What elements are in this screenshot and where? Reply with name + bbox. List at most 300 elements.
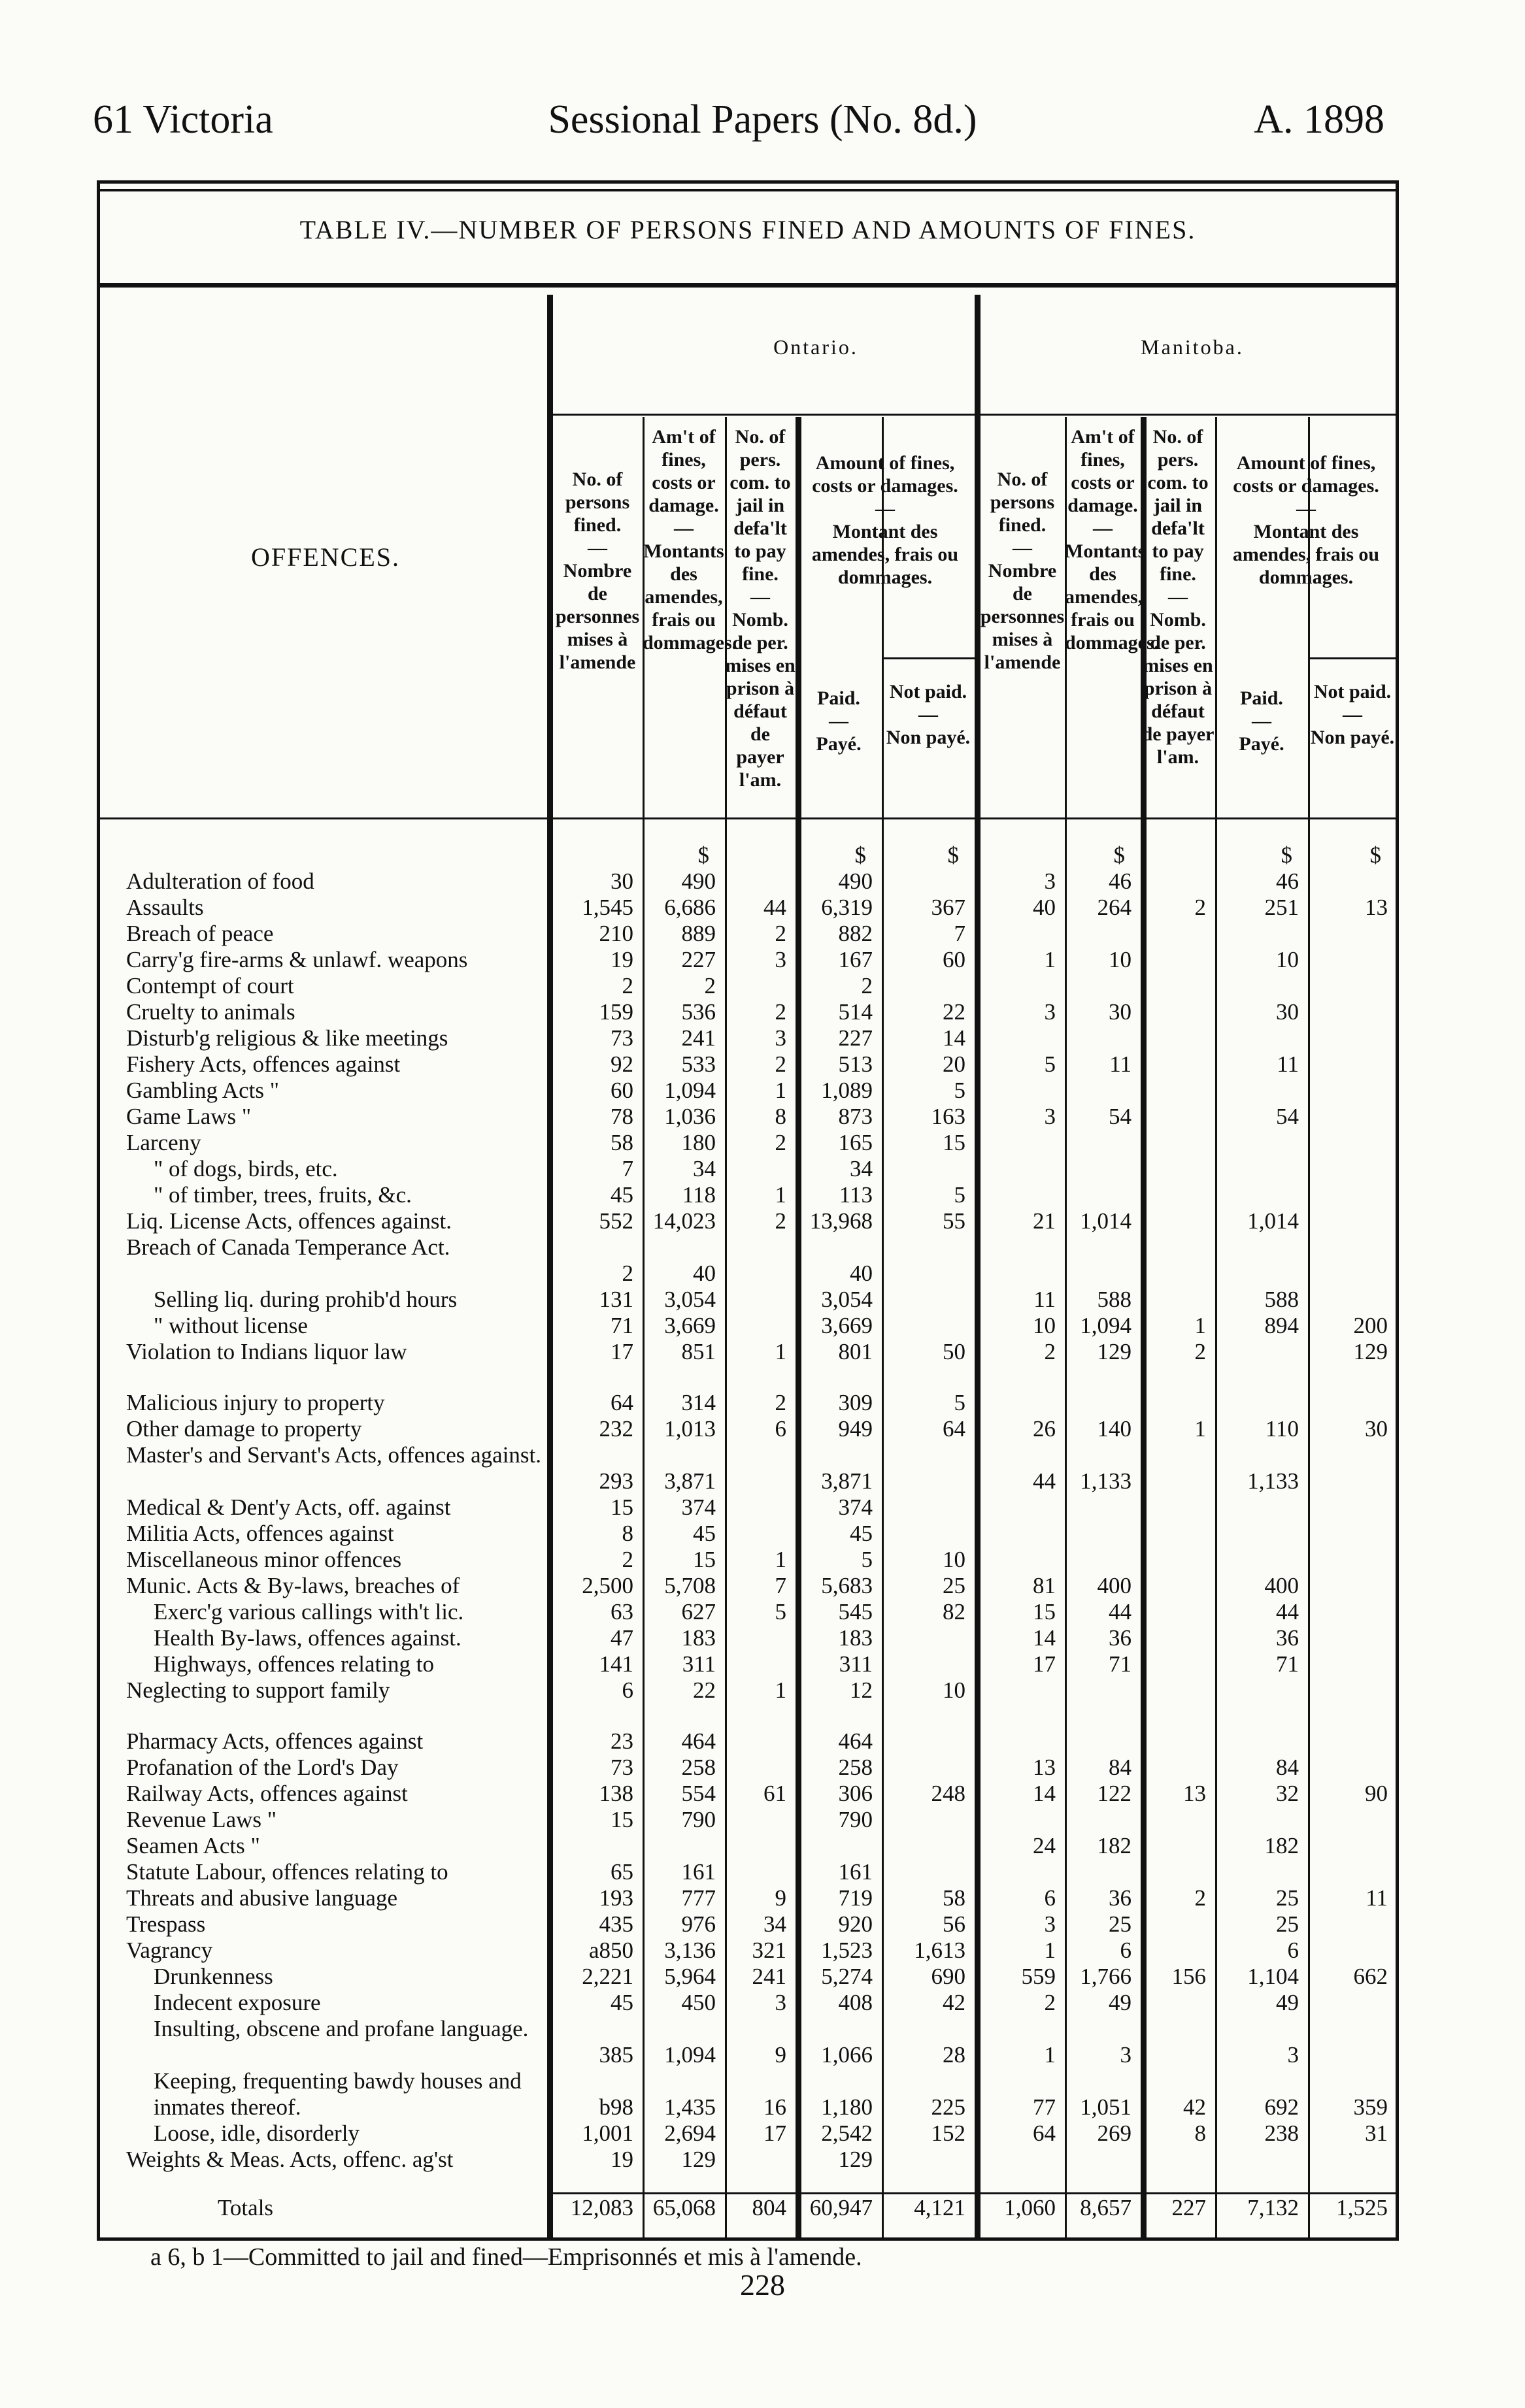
column-header-fr: Montants des amendes, frais ou dommages.: [1065, 540, 1160, 653]
column-header-dash: —: [875, 498, 895, 520]
cell-manitoba-amount: 46: [1109, 868, 1131, 894]
offence-name: Cruelty to animals: [126, 999, 295, 1025]
row-rule: [100, 817, 1397, 819]
cell-ontario-notpaid: 60: [943, 947, 965, 972]
cell-manitoba-persons: 3: [1044, 1104, 1056, 1129]
cell-ontario-committed: 2: [775, 1130, 786, 1155]
cell-ontario-persons: 131: [599, 1287, 633, 1312]
cell-ontario-persons: 293: [599, 1468, 633, 1494]
header-session: 61 Victoria: [93, 97, 273, 142]
total-cell-ontario-amount: 65,068: [652, 2195, 716, 2220]
cell-manitoba-amount: 30: [1109, 999, 1131, 1025]
cell-ontario-notpaid: 1,613: [914, 1938, 965, 1963]
cell-manitoba-amount: 44: [1109, 1599, 1131, 1625]
cell-manitoba-committed: 42: [1183, 2094, 1206, 2120]
total-cell-manitoba-amount: 8,657: [1080, 2195, 1131, 2220]
cell-ontario-amount: 311: [682, 1651, 716, 1677]
column-header-dash: —: [918, 704, 938, 725]
cell-ontario-paid: 1,180: [821, 2094, 873, 2120]
column-header-en: Paid.: [1240, 687, 1283, 709]
cell-ontario-paid: 227: [838, 1025, 873, 1051]
offence-name: Fishery Acts, offences against: [126, 1051, 401, 1077]
cell-ontario-amount: 40: [693, 1261, 716, 1286]
cell-ontario-amount: 627: [681, 1599, 716, 1625]
cell-ontario-persons: 2: [622, 1547, 633, 1572]
cell-ontario-amount: 3,136: [664, 1938, 716, 1963]
cell-ontario-amount: 790: [681, 1807, 716, 1832]
totals-label: Totals: [218, 2195, 274, 2220]
column-header-dash: —: [674, 518, 694, 539]
cell-manitoba-amount: 264: [1097, 895, 1131, 920]
cell-manitoba-amount: 1,094: [1080, 1313, 1131, 1338]
column-header-fr: Montants des amendes, frais ou dommages.: [643, 540, 737, 653]
cell-ontario-paid: 5,683: [821, 1573, 873, 1598]
cell-manitoba-persons: 1: [1044, 1938, 1056, 1963]
column-header-en: No. of pers. com. to jail in defa'lt to pay fine.: [729, 426, 791, 585]
cell-manitoba-notpaid: 11: [1366, 1885, 1388, 1911]
cell-ontario-amount: 450: [681, 1990, 716, 2015]
cell-ontario-paid: 1,089: [821, 1078, 873, 1103]
cell-manitoba-persons: 26: [1033, 1416, 1056, 1442]
offence-name: Seamen Acts ": [126, 1833, 260, 1858]
cell-ontario-committed: 3: [775, 1990, 786, 2015]
offence-name: Insulting, obscene and profane language.: [154, 2016, 529, 2041]
cell-ontario-notpaid: 56: [943, 1911, 965, 1937]
cell-manitoba-committed: 8: [1194, 2120, 1206, 2146]
cell-ontario-amount: 161: [681, 1859, 716, 1885]
total-cell-manitoba-committed: 227: [1171, 2195, 1206, 2220]
cell-manitoba-amount: 129: [1097, 1339, 1131, 1364]
cell-ontario-persons: 73: [611, 1755, 633, 1780]
cell-ontario-amount: 6,686: [664, 895, 716, 920]
cell-ontario-amount: 777: [681, 1885, 716, 1911]
cell-manitoba-persons: 2: [1044, 1990, 1056, 2015]
cell-ontario-committed: 8: [775, 1104, 786, 1129]
cell-ontario-committed: 241: [752, 1964, 786, 1989]
offence-name: Breach of peace: [126, 921, 274, 946]
cell-ontario-persons: 435: [599, 1911, 633, 1937]
offence-name: Contempt of court: [126, 973, 294, 998]
cell-ontario-notpaid: 152: [931, 2120, 965, 2146]
offence-name: Militia Acts, offences against: [126, 1521, 394, 1546]
offence-name: Medical & Dent'y Acts, off. against: [126, 1494, 451, 1520]
cell-ontario-committed: 9: [775, 1885, 786, 1911]
cell-ontario-amount: 118: [682, 1182, 716, 1208]
currency-symbol: $: [697, 842, 709, 868]
cell-manitoba-persons: 6: [1044, 1885, 1056, 1911]
cell-ontario-notpaid: 15: [943, 1130, 965, 1155]
cell-ontario-amount: 14,023: [652, 1208, 716, 1234]
cell-ontario-committed: 61: [763, 1781, 786, 1806]
currency-symbol: $: [947, 842, 959, 868]
offence-name: " of dogs, birds, etc.: [154, 1156, 338, 1181]
cell-manitoba-persons: 40: [1033, 895, 1056, 920]
cell-manitoba-paid: 182: [1264, 1833, 1299, 1858]
cell-manitoba-paid: 1,014: [1247, 1208, 1299, 1234]
cell-ontario-notpaid: 42: [943, 1990, 965, 2015]
cell-ontario-paid: 882: [838, 921, 873, 946]
cell-ontario-paid: 374: [838, 1494, 873, 1520]
cell-ontario-amount: 2: [704, 973, 716, 998]
column-header-en: No. of persons fined.: [565, 469, 630, 536]
cell-manitoba-notpaid: 129: [1353, 1339, 1388, 1364]
cell-ontario-committed: 3: [775, 947, 786, 972]
cell-manitoba-amount: 1,766: [1080, 1964, 1131, 1989]
cell-manitoba-persons: 2: [1044, 1339, 1056, 1364]
cell-ontario-paid: 3,871: [821, 1468, 873, 1494]
cell-manitoba-amount: 36: [1109, 1625, 1131, 1651]
offence-name: Neglecting to support family: [126, 1677, 390, 1703]
column-header-persons-o: [552, 468, 643, 674]
cell-manitoba-committed: 13: [1183, 1781, 1206, 1806]
cell-manitoba-paid: 1,133: [1247, 1468, 1299, 1494]
cell-ontario-amount: 258: [681, 1755, 716, 1780]
cell-manitoba-paid: 71: [1276, 1651, 1299, 1677]
offence-name: Game Laws ": [126, 1104, 252, 1129]
cell-ontario-persons: 19: [611, 2147, 633, 2172]
cell-ontario-committed: 16: [763, 2094, 786, 2120]
cell-ontario-notpaid: 14: [943, 1025, 965, 1051]
cell-ontario-paid: 5,274: [821, 1964, 873, 1989]
cell-manitoba-paid: 49: [1276, 1990, 1299, 2015]
cell-manitoba-paid: 54: [1276, 1104, 1299, 1129]
cell-ontario-persons: 385: [599, 2042, 633, 2068]
cell-manitoba-paid: 44: [1276, 1599, 1299, 1625]
cell-ontario-amount: 183: [681, 1625, 716, 1651]
cell-ontario-persons: 141: [599, 1651, 633, 1677]
column-header-en: Not paid.: [889, 681, 967, 702]
cell-ontario-persons: 232: [599, 1416, 633, 1442]
offence-name: " without license: [154, 1313, 308, 1338]
cell-manitoba-paid: 588: [1264, 1287, 1299, 1312]
cell-ontario-paid: 167: [838, 947, 873, 972]
cell-ontario-paid: 3,669: [821, 1313, 873, 1338]
cell-manitoba-persons: 14: [1033, 1625, 1056, 1651]
cell-ontario-paid: 34: [850, 1156, 873, 1181]
cell-manitoba-paid: 36: [1276, 1625, 1299, 1651]
cell-manitoba-paid: 84: [1276, 1755, 1299, 1780]
cell-ontario-persons: 19: [611, 947, 633, 972]
cell-manitoba-amount: 182: [1097, 1833, 1131, 1858]
cell-ontario-persons: 552: [599, 1208, 633, 1234]
cell-ontario-amount: 1,013: [664, 1416, 716, 1442]
column-header-dash: —: [1013, 537, 1032, 559]
cell-ontario-amount: 1,036: [664, 1104, 716, 1129]
column-header-dash: —: [750, 586, 770, 608]
cell-manitoba-notpaid: 31: [1365, 2120, 1388, 2146]
header-year: A. 1898: [1254, 97, 1384, 142]
offence-name: Master's and Servant's Acts, offences against.: [126, 1442, 542, 1468]
cell-ontario-persons: 30: [611, 868, 633, 894]
cell-manitoba-paid: 110: [1265, 1416, 1299, 1442]
cell-ontario-amount: 3,054: [664, 1287, 716, 1312]
cell-ontario-paid: 40: [850, 1261, 873, 1286]
column-header-dash: —: [1296, 498, 1316, 520]
offence-name: Weights & Meas. Acts, offenc. ag'st: [126, 2147, 454, 2172]
cell-ontario-amount: 34: [693, 1156, 716, 1181]
cell-manitoba-amount: 36: [1109, 1885, 1131, 1911]
cell-ontario-committed: 321: [752, 1938, 786, 1963]
cell-manitoba-committed: 1: [1194, 1313, 1206, 1338]
cell-ontario-notpaid: 55: [943, 1208, 965, 1234]
cell-ontario-persons: 1,001: [582, 2120, 633, 2146]
offence-name: Adulteration of food: [126, 868, 314, 894]
column-header-en: Not paid.: [1313, 681, 1392, 702]
cell-ontario-amount: 3,669: [664, 1313, 716, 1338]
column-header-paid-m: [1215, 687, 1308, 755]
cell-ontario-paid: 165: [838, 1130, 873, 1155]
cell-manitoba-persons: 77: [1033, 2094, 1056, 2120]
offence-name: Disturb'g religious & like meetings: [126, 1025, 448, 1051]
cell-manitoba-amount: 84: [1109, 1755, 1131, 1780]
column-header-en: Am't of fines, costs or damage.: [648, 426, 719, 516]
column-header-dash: —: [1168, 586, 1188, 608]
cell-ontario-paid: 920: [838, 1911, 873, 1937]
cell-ontario-committed: 2: [775, 1208, 786, 1234]
cell-manitoba-persons: 3: [1044, 999, 1056, 1025]
cell-ontario-paid: 719: [838, 1885, 873, 1911]
cell-ontario-paid: 183: [838, 1625, 873, 1651]
cell-manitoba-amount: 400: [1097, 1573, 1131, 1598]
cell-ontario-persons: 138: [599, 1781, 633, 1806]
cell-ontario-persons: 64: [611, 1390, 633, 1415]
cell-ontario-amount: 45: [693, 1521, 716, 1546]
cell-manitoba-committed: 1: [1194, 1416, 1206, 1442]
cell-manitoba-paid: 30: [1276, 999, 1299, 1025]
offence-name: Other damage to property: [126, 1416, 362, 1442]
cell-ontario-persons: 15: [611, 1807, 633, 1832]
cell-ontario-committed: 3: [775, 1025, 786, 1051]
column-header-en: No. of persons fined.: [990, 469, 1055, 536]
cell-manitoba-paid: 238: [1264, 2120, 1299, 2146]
cell-manitoba-persons: 24: [1033, 1833, 1056, 1858]
cell-manitoba-amount: 140: [1097, 1416, 1131, 1442]
cell-manitoba-notpaid: 200: [1353, 1313, 1388, 1338]
offence-name: Gambling Acts ": [126, 1078, 279, 1103]
cell-ontario-committed: 9: [775, 2042, 786, 2068]
cell-manitoba-amount: 1,051: [1080, 2094, 1131, 2120]
cell-ontario-paid: 309: [838, 1390, 873, 1415]
offence-name: Trespass: [126, 1911, 206, 1937]
cell-ontario-persons: a850: [588, 1938, 633, 1963]
column-header-notpaid-o: [882, 680, 975, 749]
offence-name: Health By-laws, offences against.: [154, 1625, 461, 1651]
totals-rule: [547, 2192, 1397, 2194]
province-header-manitoba: Manitoba.: [1141, 335, 1244, 359]
column-header-amount-group-o: [796, 452, 975, 589]
cell-manitoba-amount: 11: [1109, 1051, 1131, 1077]
cell-ontario-persons: 15: [611, 1494, 633, 1520]
cell-ontario-amount: 5,708: [664, 1573, 716, 1598]
offence-name: Drunkenness: [154, 1964, 273, 1989]
column-header-fr: Nomb. de per. mises en prison à défaut de payer l'am.: [1141, 609, 1215, 768]
total-cell-ontario-committed: 804: [752, 2195, 786, 2220]
cell-ontario-committed: 2: [775, 1390, 786, 1415]
cell-ontario-amount: 889: [681, 921, 716, 946]
cell-ontario-notpaid: 25: [943, 1573, 965, 1598]
total-cell-ontario-persons: 12,083: [570, 2195, 633, 2220]
offence-name: Profanation of the Lord's Day: [126, 1755, 399, 1780]
cell-manitoba-paid: 25: [1276, 1885, 1299, 1911]
cell-ontario-persons: 45: [611, 1182, 633, 1208]
cell-manitoba-amount: 3: [1120, 2042, 1131, 2068]
column-header-dash: —: [829, 710, 848, 732]
cell-manitoba-paid: 692: [1264, 2094, 1299, 2120]
cell-manitoba-paid: 32: [1276, 1781, 1299, 1806]
cell-ontario-committed: 2: [775, 921, 786, 946]
cell-ontario-notpaid: 225: [931, 2094, 965, 2120]
cell-manitoba-amount: 71: [1109, 1651, 1131, 1677]
offence-name: Railway Acts, offences against: [126, 1781, 408, 1806]
cell-ontario-paid: 490: [838, 868, 873, 894]
offence-name: Highways, offences relating to: [154, 1651, 434, 1677]
offence-name: Munic. Acts & By-laws, breaches of: [126, 1573, 460, 1598]
offence-name: Loose, idle, disorderly: [154, 2120, 360, 2146]
cell-ontario-amount: 241: [681, 1025, 716, 1051]
offence-name: Exerc'g various callings with't lic.: [154, 1599, 464, 1625]
cell-ontario-notpaid: 10: [943, 1547, 965, 1572]
cell-ontario-committed: 2: [775, 999, 786, 1025]
column-header-persons-m: [980, 468, 1065, 674]
row-rule: [1308, 657, 1397, 659]
cell-ontario-notpaid: 20: [943, 1051, 965, 1077]
cell-manitoba-persons: 3: [1044, 1911, 1056, 1937]
total-cell-ontario-notpaid: 4,121: [914, 2195, 965, 2220]
cell-manitoba-persons: 64: [1033, 2120, 1056, 2146]
total-cell-manitoba-persons: 1,060: [1004, 2195, 1056, 2220]
cell-manitoba-paid: 25: [1276, 1911, 1299, 1937]
cell-ontario-committed: 1: [775, 1547, 786, 1572]
cell-manitoba-amount: 10: [1109, 947, 1131, 972]
total-cell-manitoba-notpaid: 1,525: [1336, 2195, 1388, 2220]
cell-ontario-notpaid: 28: [943, 2042, 965, 2068]
cell-ontario-notpaid: 5: [954, 1078, 965, 1103]
cell-ontario-amount: 490: [681, 868, 716, 894]
cell-manitoba-committed: 2: [1194, 1339, 1206, 1364]
cell-ontario-notpaid: 50: [943, 1339, 965, 1364]
cell-ontario-notpaid: 58: [943, 1885, 965, 1911]
column-header-dash: —: [1343, 704, 1362, 725]
cell-ontario-amount: 22: [693, 1677, 716, 1703]
cell-ontario-persons: 193: [599, 1885, 633, 1911]
cell-ontario-notpaid: 7: [954, 921, 965, 946]
cell-ontario-persons: 23: [611, 1728, 633, 1754]
cell-ontario-persons: 65: [611, 1859, 633, 1885]
cell-ontario-persons: 47: [611, 1625, 633, 1651]
cell-ontario-persons: 1,545: [582, 895, 633, 920]
cell-ontario-persons: 2,221: [582, 1964, 633, 1989]
page-number: 228: [740, 2268, 785, 2301]
cell-ontario-notpaid: 163: [931, 1104, 965, 1129]
cell-manitoba-amount: 25: [1109, 1911, 1131, 1937]
cell-ontario-amount: 3,871: [664, 1468, 716, 1494]
cell-ontario-persons: 8: [622, 1521, 633, 1546]
cell-ontario-committed: 34: [763, 1911, 786, 1937]
cell-ontario-amount: 533: [681, 1051, 716, 1077]
offence-name: Indecent exposure: [154, 1990, 321, 2015]
cell-manitoba-notpaid: 662: [1353, 1964, 1388, 1989]
cell-ontario-committed: 1: [775, 1078, 786, 1103]
column-header-paid-o: [796, 687, 882, 755]
cell-manitoba-committed: 2: [1194, 1885, 1206, 1911]
cell-manitoba-paid: 251: [1264, 895, 1299, 920]
cell-ontario-amount: 180: [681, 1130, 716, 1155]
cell-manitoba-amount: 588: [1097, 1287, 1131, 1312]
cell-ontario-committed: 7: [775, 1573, 786, 1598]
cell-manitoba-committed: 156: [1171, 1964, 1206, 1989]
cell-manitoba-persons: 14: [1033, 1781, 1056, 1806]
cell-ontario-paid: 45: [850, 1521, 873, 1546]
column-header-amount-group-m: [1215, 452, 1397, 589]
column-header-dash: —: [1252, 710, 1271, 732]
cell-manitoba-paid: 10: [1276, 947, 1299, 972]
offence-name: Statute Labour, offences relating to: [126, 1859, 448, 1885]
cell-ontario-paid: 545: [838, 1599, 873, 1625]
column-header-fr: Montant des amendes, frais ou dommages.: [811, 521, 959, 588]
cell-ontario-paid: 3,054: [821, 1287, 873, 1312]
cell-ontario-paid: 2,542: [821, 2120, 873, 2146]
cell-manitoba-persons: 13: [1033, 1755, 1056, 1780]
cell-ontario-paid: 6,319: [821, 895, 873, 920]
cell-ontario-paid: 514: [838, 999, 873, 1025]
currency-symbol: $: [1369, 842, 1381, 868]
cell-manitoba-notpaid: 359: [1353, 2094, 1388, 2120]
cell-ontario-persons: 78: [611, 1104, 633, 1129]
cell-ontario-persons: 71: [611, 1313, 633, 1338]
offences-column-header: OFFENCES.: [250, 542, 401, 572]
cell-manitoba-notpaid: 90: [1365, 1781, 1388, 1806]
header-title: Sessional Papers (No. 8d.): [548, 97, 977, 142]
cell-manitoba-amount: 49: [1109, 1990, 1131, 2015]
column-header-amount-o: [643, 425, 737, 654]
cell-ontario-paid: 306: [838, 1781, 873, 1806]
cell-ontario-amount: 464: [681, 1728, 716, 1754]
offence-name: Miscellaneous minor offences: [126, 1547, 402, 1572]
cell-ontario-amount: 1,094: [664, 1078, 716, 1103]
offence-name: Carry'g fire-arms & unlawf. weapons: [126, 947, 468, 972]
province-header-ontario: Ontario.: [773, 335, 858, 359]
cell-ontario-amount: 976: [681, 1911, 716, 1937]
cell-manitoba-persons: 1: [1044, 947, 1056, 972]
cell-ontario-persons: 63: [611, 1599, 633, 1625]
offence-name: Threats and abusive language: [126, 1885, 397, 1911]
currency-symbol: $: [1113, 842, 1125, 868]
cell-ontario-paid: 464: [838, 1728, 873, 1754]
column-header-fr: Non payé.: [1310, 727, 1395, 748]
cell-manitoba-notpaid: 30: [1365, 1416, 1388, 1442]
cell-manitoba-amount: 1,133: [1080, 1468, 1131, 1494]
cell-manitoba-amount: 6: [1120, 1938, 1131, 1963]
cell-ontario-notpaid: 690: [931, 1964, 965, 1989]
column-header-fr: Non payé.: [886, 727, 971, 748]
title-rule: [100, 283, 1396, 288]
cell-manitoba-paid: 1,104: [1247, 1964, 1299, 1989]
cell-ontario-notpaid: 5: [954, 1390, 965, 1415]
cell-manitoba-amount: 269: [1097, 2120, 1131, 2146]
cell-ontario-paid: 311: [839, 1651, 873, 1677]
column-header-fr: Payé.: [1239, 733, 1284, 755]
cell-ontario-notpaid: 248: [931, 1781, 965, 1806]
offence-name: Selling liq. during prohib'd hours: [154, 1287, 458, 1312]
cell-ontario-amount: 1,094: [664, 2042, 716, 2068]
column-header-fr: Nombre de personnes mises à l'amende: [980, 560, 1065, 673]
offence-name: Keeping, frequenting bawdy houses and inmates thereof.: [154, 2068, 522, 2120]
cell-ontario-paid: 949: [838, 1416, 873, 1442]
cell-ontario-amount: 851: [681, 1339, 716, 1364]
cell-ontario-amount: 374: [681, 1494, 716, 1520]
cell-ontario-amount: 129: [681, 2147, 716, 2172]
table-frame: [97, 180, 1399, 2241]
